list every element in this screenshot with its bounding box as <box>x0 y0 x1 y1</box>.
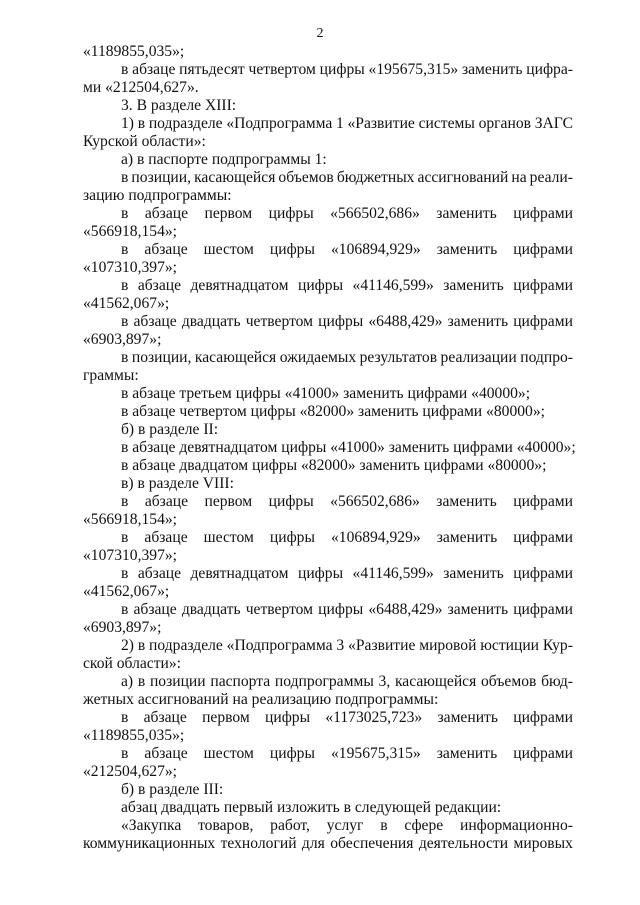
word: цифры <box>269 241 315 258</box>
text-line: в абзаце девятнадцатом цифры «41000» заменить цифрами «40000»; <box>121 439 576 456</box>
word: 2) <box>121 637 134 654</box>
word: абзаце <box>144 493 189 510</box>
word: заменить <box>436 241 498 258</box>
word: цифрами <box>513 709 573 726</box>
word: абзаце <box>144 529 188 546</box>
word: цифрами <box>513 313 573 330</box>
word: «Развитие <box>348 637 416 654</box>
word: подпро- <box>520 349 573 366</box>
word: «106894,929» <box>331 241 421 258</box>
word: шестом <box>203 241 254 258</box>
text-line <box>83 169 573 187</box>
word: «41146,599» <box>352 277 434 294</box>
word: 1 <box>335 115 344 132</box>
word: цифрами <box>513 493 573 510</box>
word: позиции <box>149 673 206 690</box>
text-line <box>83 115 573 133</box>
page-number: 2 <box>316 26 324 41</box>
text-line: Курской области»: <box>83 133 206 150</box>
word: сфере <box>404 817 444 834</box>
text-line: «6903,897»; <box>83 331 162 348</box>
word: ассигнований <box>417 169 509 186</box>
word: работ, <box>270 817 310 834</box>
word: цифра- <box>526 61 573 78</box>
word: «566502,686» <box>330 205 420 222</box>
word: цифры <box>269 529 315 546</box>
word: мировой <box>419 637 477 654</box>
word: объемов <box>481 673 537 690</box>
word: объемов <box>278 169 334 186</box>
text-line: в абзаце третьем цифры «41000» заменить цифрами «40000»; <box>121 385 531 402</box>
text-line: «107310,397»; <box>83 259 177 276</box>
word: товаров, <box>198 817 254 834</box>
word: в <box>137 637 146 654</box>
word: в <box>121 601 129 618</box>
text-line: «1189855,035»; <box>83 43 185 60</box>
text-line <box>83 349 573 367</box>
word: абзаце <box>132 61 176 78</box>
word: в <box>137 673 146 690</box>
text-line: «41562,067»; <box>83 295 170 312</box>
text-line: «107310,397»; <box>83 547 177 564</box>
word: девятнадцатом <box>190 277 289 294</box>
word: заменить <box>443 277 504 294</box>
word: подпрограммы <box>274 673 374 690</box>
word: «566502,686» <box>330 493 420 510</box>
word: цифры <box>269 745 315 762</box>
text-line: б) в разделе III: <box>121 781 224 798</box>
word: шестом <box>203 529 254 546</box>
word: реали- <box>529 169 573 186</box>
word: цифры <box>318 313 364 330</box>
text-line <box>83 637 573 655</box>
word: «1173025,723» <box>325 709 423 726</box>
word: в <box>121 745 129 762</box>
word: шестом <box>203 745 254 762</box>
text-line <box>83 709 573 727</box>
text-line <box>83 205 573 223</box>
text-line: в абзаце четвертом цифры «82000» заменить цифрами «80000»; <box>121 403 545 420</box>
word: четвертом <box>248 61 316 78</box>
word: четвертом <box>245 601 314 618</box>
word: «Закупка <box>121 817 182 834</box>
text-line: абзац двадцать первый изложить в следующей редакции: <box>121 799 502 816</box>
text-line <box>83 529 573 547</box>
word: 3 <box>336 637 345 654</box>
text-line <box>83 565 573 583</box>
word: «106894,929» <box>331 529 421 546</box>
text-line: а) в паспорте подпрограммы 1: <box>121 151 327 168</box>
word: системы <box>418 115 475 132</box>
word: в <box>137 115 146 132</box>
word: абзаце <box>144 205 189 222</box>
word: заменить <box>436 745 498 762</box>
text-line <box>83 745 573 763</box>
word: паспорта <box>210 673 271 690</box>
word: заменить <box>443 565 504 582</box>
text-line: «566918,154»; <box>83 223 177 240</box>
text-line <box>83 241 573 259</box>
word: бюд- <box>541 673 573 690</box>
word: цифрами <box>513 277 573 294</box>
text-line: б) в разделе II: <box>121 421 219 438</box>
word: касающейся <box>194 169 276 186</box>
word: для <box>301 835 325 852</box>
word: органов <box>478 115 531 132</box>
text-line: в) в разделе VIII: <box>121 475 234 492</box>
word: в <box>121 205 129 222</box>
text-line: 3. В разделе XIII: <box>121 97 237 114</box>
text-line: ми «212504,627». <box>83 79 199 96</box>
text-line: «566918,154»; <box>83 511 177 528</box>
word: цифры <box>268 493 314 510</box>
text-line <box>83 277 573 295</box>
word: касающейся <box>194 349 277 366</box>
word: 1) <box>121 115 134 132</box>
text-line <box>83 313 573 331</box>
word: мировых <box>513 835 573 852</box>
word: в <box>121 241 129 258</box>
word: заменить <box>447 601 509 618</box>
word: цифры <box>319 61 365 78</box>
word: информационно- <box>459 817 573 834</box>
text-line <box>83 601 573 619</box>
text-line <box>83 61 573 79</box>
text-line <box>83 493 573 511</box>
word: «Подпрограмма <box>226 637 333 654</box>
text-line: «41562,067»; <box>83 583 170 600</box>
word: касающейся <box>394 673 477 690</box>
word: «41146,599» <box>352 565 434 582</box>
word: абзаце <box>143 709 187 726</box>
word: позиции, <box>131 349 192 366</box>
word: цифрами <box>513 601 573 618</box>
word: в <box>121 169 129 186</box>
word: а) <box>121 673 134 690</box>
word: «Развитие <box>347 115 415 132</box>
word: в <box>121 277 129 294</box>
text-line: в абзаце двадцатом цифры «82000» заменить цифрами «80000»; <box>121 457 547 474</box>
text-line: зацию подпрограммы: <box>83 187 232 204</box>
word: в <box>121 61 129 78</box>
word: абзаце <box>133 313 177 330</box>
word: цифрами <box>513 565 573 582</box>
word: юстиции <box>480 637 540 654</box>
word: цифрами <box>513 205 573 222</box>
word: заменить <box>436 493 497 510</box>
word: результатов <box>359 349 438 366</box>
word: заменить <box>437 709 498 726</box>
word: двадцать <box>181 601 241 618</box>
word: заменить <box>436 529 498 546</box>
word: в <box>380 817 388 834</box>
word: 3, <box>378 673 391 690</box>
word: «Подпрограмма <box>226 115 333 132</box>
text-line: граммы: <box>83 367 139 384</box>
text-line: «1189855,035»; <box>83 727 185 744</box>
word: подразделе <box>148 115 223 132</box>
word: в <box>121 565 129 582</box>
word: услуг <box>326 817 364 834</box>
word: цифрами <box>513 529 573 546</box>
word: первом <box>204 205 253 222</box>
text-line: «212504,627»; <box>83 763 177 780</box>
word: первом <box>202 709 250 726</box>
word: абзаце <box>137 277 182 294</box>
word: обеспечения <box>330 835 414 852</box>
word: позиции, <box>131 169 192 186</box>
word: абзаце <box>133 601 177 618</box>
text-line: «6903,897»; <box>83 619 162 636</box>
word: абзаце <box>144 745 188 762</box>
word: бюджетных <box>336 169 415 186</box>
word: первом <box>204 493 253 510</box>
text-line: ской области»: <box>83 655 182 672</box>
word: коммуникационных <box>83 835 216 852</box>
word: технологий <box>220 835 297 852</box>
word: цифры <box>318 601 364 618</box>
word: девятнадцатом <box>190 565 289 582</box>
word: деятельности <box>418 835 509 852</box>
word: «195675,315» <box>368 61 459 78</box>
word: «195675,315» <box>331 745 421 762</box>
text-line <box>83 835 573 853</box>
word: на <box>511 169 527 186</box>
word: абзаце <box>144 241 188 258</box>
word: цифры <box>265 709 311 726</box>
word: четвертом <box>245 313 314 330</box>
word: «6488,429» <box>368 313 443 330</box>
word: в <box>121 493 129 510</box>
word: «6488,429» <box>368 601 443 618</box>
word: ЗАГС <box>534 115 573 132</box>
word: заменить <box>447 313 509 330</box>
word: в <box>121 709 129 726</box>
word: цифрами <box>513 745 573 762</box>
word: цифры <box>268 205 314 222</box>
word: ожидаемых <box>279 349 357 366</box>
word: в <box>121 349 129 366</box>
word: заменить <box>436 205 497 222</box>
document-body <box>83 43 576 853</box>
word: в <box>121 529 129 546</box>
word: в <box>121 313 129 330</box>
text-line: жетных ассигнований на реализацию подпрограммы: <box>83 691 439 708</box>
word: Кур- <box>542 637 573 654</box>
word: реализации <box>440 349 517 366</box>
text-line <box>83 817 573 835</box>
word: заменить <box>461 61 523 78</box>
word: цифрами <box>513 241 573 258</box>
word: двадцать <box>181 313 241 330</box>
word: пятьдесят <box>179 61 245 78</box>
word: абзаце <box>137 565 182 582</box>
text-line <box>83 673 573 691</box>
word: цифры <box>297 277 344 294</box>
word: цифры <box>297 565 344 582</box>
word: подразделе <box>149 637 223 654</box>
